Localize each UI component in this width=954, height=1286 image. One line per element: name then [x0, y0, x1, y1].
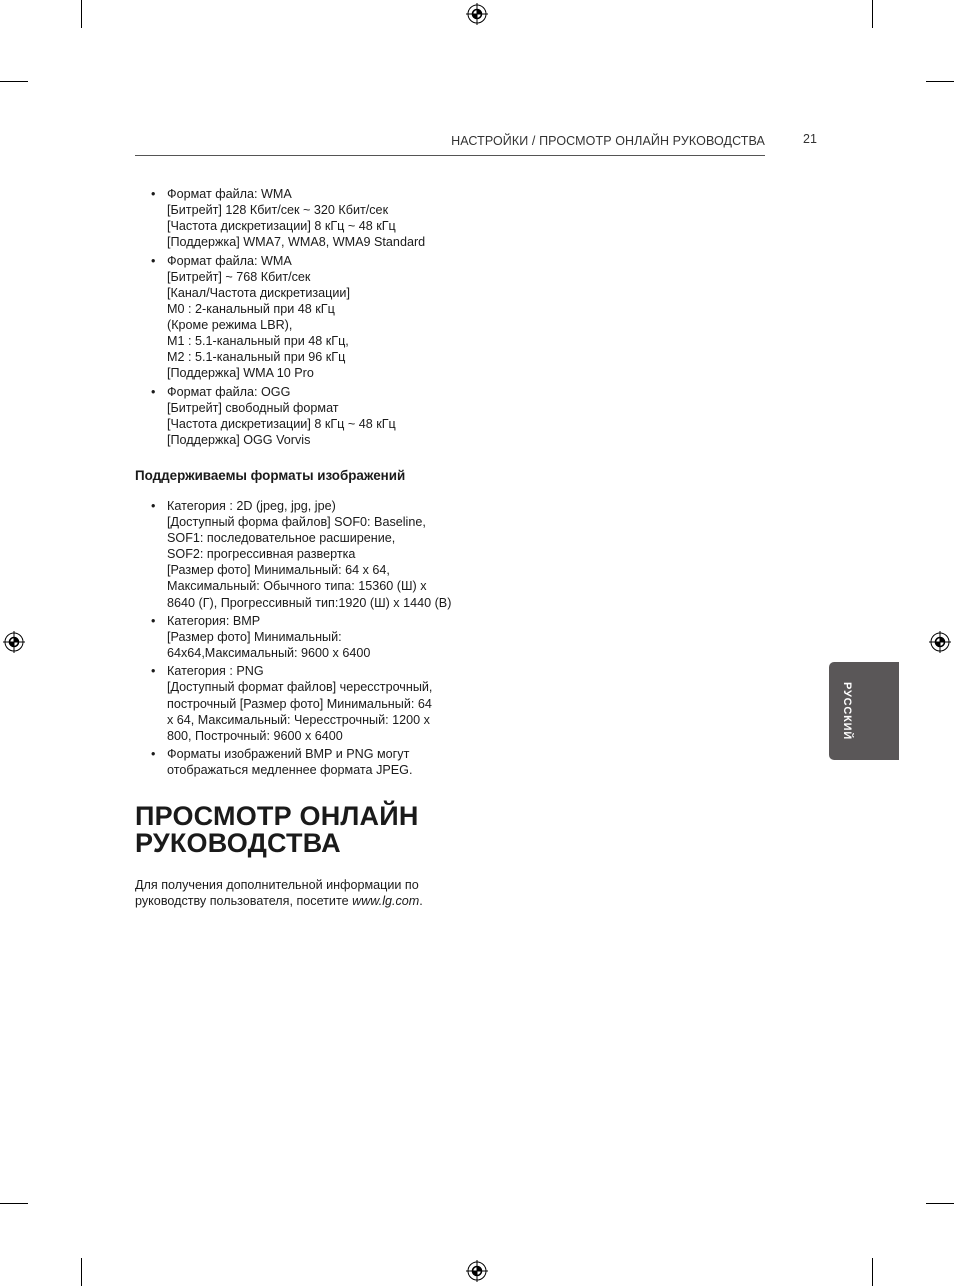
list-item — [148, 253, 478, 382]
list-line: [Доступный формат файлов] чересстрочный, — [167, 680, 433, 695]
list-line: SOF2: прогрессивная развертка — [167, 547, 356, 562]
list-line: Категория : PNG — [167, 664, 264, 679]
list-line: Формат файла: WMA — [167, 187, 292, 201]
bullet-icon: • — [151, 499, 156, 513]
page-title-line: ПРОСМОТР ОНЛАЙН — [135, 801, 419, 831]
page-title — [135, 803, 419, 857]
list-line: [Размер фото] Минимальный: — [167, 629, 342, 644]
language-side-tab — [829, 662, 899, 760]
crop-mark — [81, 0, 82, 28]
section-heading: Поддерживаемы форматы изображений — [135, 468, 406, 483]
crop-mark — [0, 81, 28, 82]
bullet-icon: • — [151, 613, 156, 628]
list-line: построчный [Размер фото] Минимальный: 64 — [167, 696, 432, 711]
running-header-breadcrumb: НАСТРОЙКИ / ПРОСМОТР ОНЛАЙН РУКОВОДСТВА — [451, 134, 765, 148]
registration-mark-icon — [929, 631, 951, 653]
list-line: SOF1: последовательное расширение, — [167, 531, 396, 546]
list-item — [148, 613, 478, 661]
list-item — [148, 384, 478, 448]
list-line: 800, Построчный: 9600 x 6400 — [167, 728, 343, 743]
list-line: 64x64,Максимальный: 9600 x 6400 — [167, 646, 371, 661]
list-line: M2 : 5.1-канальный при 96 кГц — [167, 350, 346, 365]
registration-mark-icon — [466, 1260, 488, 1282]
paragraph-line: руководству пользователя, посетите — [135, 894, 353, 909]
list-item — [148, 186, 478, 250]
registration-mark-icon — [3, 631, 25, 653]
list-line: отображаться медленнее формата JPEG. — [167, 763, 413, 778]
bullet-icon: • — [151, 664, 156, 679]
page-title-line: РУКОВОДСТВА — [135, 828, 341, 858]
list-line: (Кроме режима LBR), — [167, 317, 293, 332]
page-number: 21 — [803, 132, 817, 146]
list-line: Категория: BMP — [167, 613, 261, 628]
audio-format-list — [148, 186, 478, 450]
paragraph-punctuation: . — [419, 894, 423, 909]
registration-mark-icon — [466, 3, 488, 25]
online-manual-paragraph — [135, 877, 475, 909]
list-line: x 64, Максимальный: Чересстрочный: 1200 x — [167, 712, 430, 727]
bullet-icon: • — [151, 384, 156, 399]
list-line: [Поддержка] OGG Vorvis — [167, 432, 311, 447]
list-line: 8640 (Г), Прогрессивный тип:1920 (Ш) x 1440 (В) — [167, 595, 452, 610]
bullet-icon: • — [151, 746, 156, 761]
list-line: [Битрейт] свободный формат — [167, 400, 339, 415]
list-line: Форматы изображений BMP и PNG могут — [167, 746, 410, 761]
header-divider — [135, 155, 765, 156]
bullet-icon: • — [151, 187, 156, 201]
language-tab-label: РУССКИЙ — [841, 681, 853, 741]
crop-mark — [926, 81, 954, 82]
list-line: [Доступный форма файлов] SOF0: Baseline, — [167, 515, 426, 530]
bullet-icon: • — [151, 253, 156, 268]
image-format-list — [148, 498, 478, 780]
list-line: [Частота дискретизации] 8 кГц ~ 48 кГц — [167, 219, 396, 234]
list-line: M1 : 5.1-канальный при 48 кГц, — [167, 334, 349, 349]
list-line: M0 : 2-канальный при 48 кГц — [167, 301, 335, 316]
list-line: [Частота дискретизации] 8 кГц ~ 48 кГц — [167, 416, 396, 431]
list-line: Максимальный: Обычного типа: 15360 (Ш) x — [167, 579, 427, 594]
crop-mark — [872, 1258, 873, 1286]
list-line: [Поддержка] WMA 10 Pro — [167, 366, 314, 381]
list-item — [148, 746, 478, 778]
list-line: Формат файла: WMA — [167, 253, 292, 268]
paragraph-line: Для получения дополнительной информации по — [135, 878, 419, 892]
crop-mark — [81, 1258, 82, 1286]
crop-mark — [0, 1203, 28, 1204]
list-line: [Поддержка] WMA7, WMA8, WMA9 Standard — [167, 235, 426, 250]
list-line: [Битрейт] 128 Кбит/сек ~ 320 Кбит/сек — [167, 203, 389, 218]
list-item — [148, 498, 478, 611]
list-line: [Канал/Частота дискретизации] — [167, 285, 350, 300]
crop-mark — [926, 1203, 954, 1204]
list-line: [Размер фото] Минимальный: 64 x 64, — [167, 563, 390, 578]
list-line: [Битрейт] ~ 768 Кбит/сек — [167, 269, 311, 284]
list-line: Формат файла: OGG — [167, 384, 291, 399]
crop-mark — [872, 0, 873, 28]
list-item — [148, 663, 478, 743]
list-line: Категория : 2D (jpeg, jpg, jpe) — [167, 499, 336, 513]
website-link[interactable]: www.lg.com — [352, 894, 420, 909]
